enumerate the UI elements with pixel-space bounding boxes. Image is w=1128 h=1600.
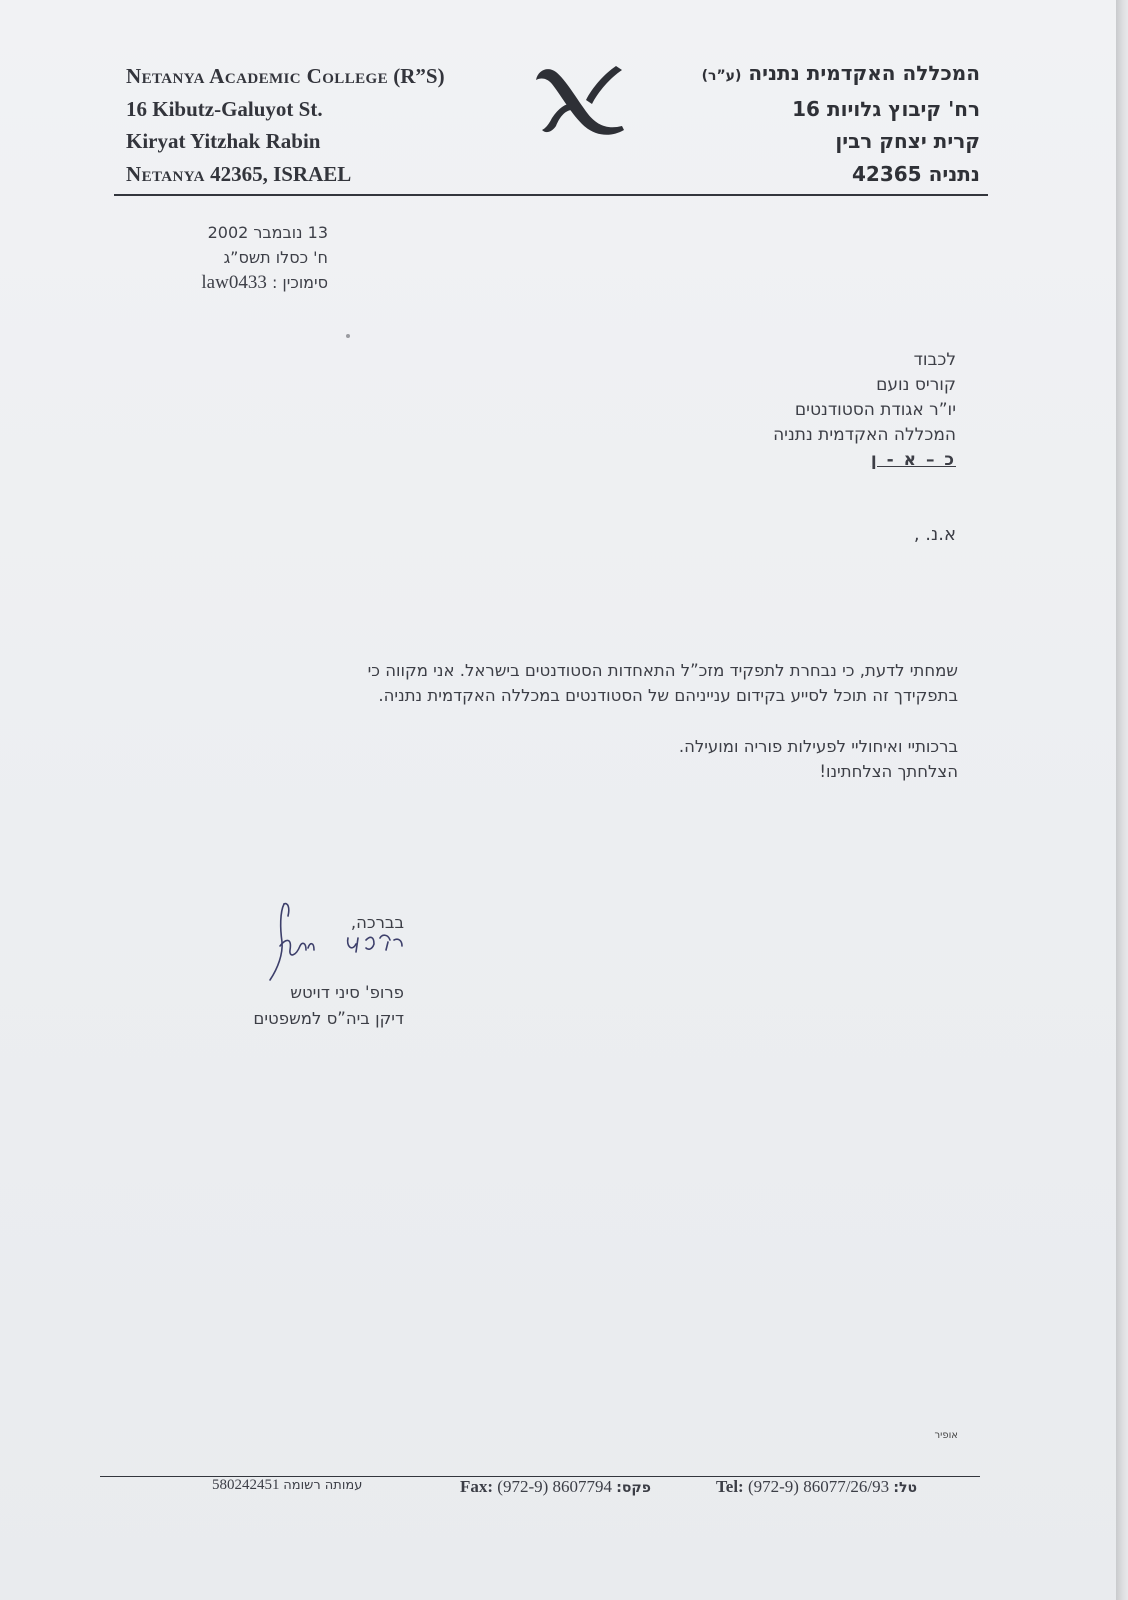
hebrew-date: ח' כסלו תשס”ג — [223, 248, 328, 267]
letter-body — [158, 658, 958, 708]
letterhead-he-line2: רח' קיבוץ גלויות 16 — [792, 96, 980, 121]
signer-title: דיקן ביה”ס למשפטים — [253, 1009, 404, 1028]
signer-name: פרופ' סיני דויטש — [290, 983, 404, 1002]
typist-initials: אופיר — [934, 1430, 958, 1441]
addressee-line1: לכבוד — [913, 350, 956, 370]
gregorian-date: 13 נובמבר 2002 — [207, 223, 328, 242]
footer-tel: Tel: (972-9) 86077/26/93 טל: — [716, 1477, 917, 1496]
footer-registration: עמותה רשומה 580242451 — [212, 1477, 363, 1493]
letterhead-en-line2: 16 Kibutz-Galuyot St. — [126, 96, 323, 121]
handwritten-signature — [262, 898, 422, 988]
letterhead-he-line4: נתניה 42365 — [852, 161, 980, 186]
footer-fax: Fax: (972-9) 8607794 פקס: — [460, 1477, 651, 1496]
closing-line: ברכותיי ואיחוליי לפעילות פוריה ומועילה. — [678, 737, 958, 756]
letterhead-he-line1: המכללה האקדמית נתניה (ע”ר) — [701, 61, 980, 85]
letterhead-en-line4: Netanya 42365, ISRAEL — [126, 161, 352, 186]
date-block — [201, 220, 328, 295]
body-line: שמחתי לדעת, כי נבחרת לתפקיד מזכ”ל התאחדות הסטודנטים בישראל. אני מקווה כי — [367, 661, 958, 680]
scan-edge — [1116, 0, 1128, 1600]
letterhead-en-line1: Netanya Academic College (R”S) — [126, 64, 445, 88]
reference-line: סימוכין : law0433 — [201, 272, 328, 293]
letterhead-he-line3: קרית יצחק רבין — [835, 129, 980, 153]
letterhead-hebrew — [702, 57, 980, 190]
scan-speck — [346, 334, 350, 338]
closing-block — [679, 734, 958, 784]
addressee-location: כ – א - ן — [870, 450, 956, 470]
header-divider — [114, 194, 988, 196]
college-logo-icon — [532, 60, 630, 140]
letterhead-en-line3: Kiryat Yitzhak Rabin — [126, 129, 321, 153]
salutation: בברכה, — [350, 913, 404, 932]
body-line: בתפקידך זה תוכל לסייע בקידום ענייניהם של הסטודנטים במכללה האקדמית נתניה. — [378, 686, 958, 705]
addressee-block — [773, 348, 956, 473]
addressee-line4: המכללה האקדמית נתניה — [773, 425, 956, 445]
addressee-line2: קוריס נועם — [876, 375, 956, 395]
greeting: א.נ. , — [913, 524, 956, 545]
closing-line: הצלחתך הצלחתינו! — [819, 762, 958, 781]
letterhead-english — [126, 60, 445, 190]
addressee-line3: יו”ר אגודת הסטודנטים — [794, 400, 956, 420]
